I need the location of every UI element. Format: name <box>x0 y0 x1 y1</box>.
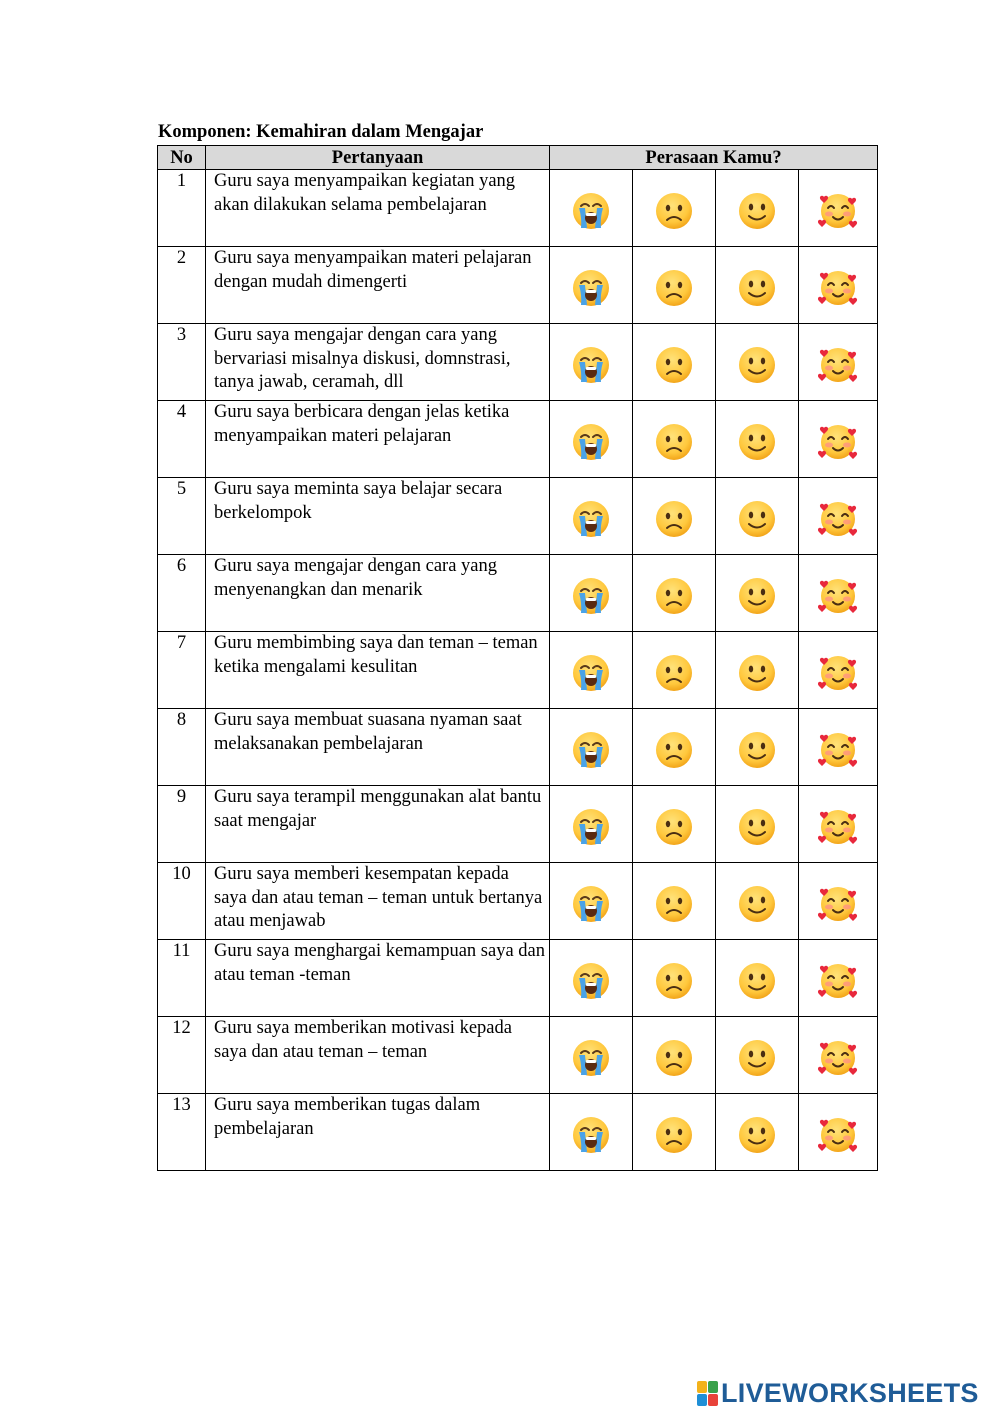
feeling-option-smiling-face-with-hearts[interactable] <box>799 324 878 401</box>
row-question: Guru saya memberikan tugas dalam pembelajaran <box>206 1094 550 1171</box>
feeling-option-smiling-face-with-hearts[interactable] <box>799 632 878 709</box>
feeling-option-loudly-crying-face[interactable] <box>550 786 633 863</box>
feeling-option-loudly-crying-face[interactable] <box>550 555 633 632</box>
feeling-option-smiling-face-with-hearts[interactable] <box>799 1017 878 1094</box>
feeling-option-slightly-smiling-face[interactable] <box>716 170 799 247</box>
smiling-face-with-hearts-icon <box>818 884 858 924</box>
loudly-crying-face-icon <box>571 345 611 385</box>
frowning-face-icon <box>654 499 694 539</box>
row-question: Guru membimbing saya dan teman – teman ketika mengalami kesulitan <box>206 632 550 709</box>
feeling-option-slightly-smiling-face[interactable] <box>716 555 799 632</box>
smiling-face-with-hearts-icon <box>818 1038 858 1078</box>
table-row <box>158 555 878 632</box>
feeling-option-smiling-face-with-hearts[interactable] <box>799 1094 878 1171</box>
frowning-face-icon <box>654 807 694 847</box>
feeling-option-frowning-face[interactable] <box>633 555 716 632</box>
frowning-face-icon <box>654 191 694 231</box>
row-number: 13 <box>158 1094 206 1171</box>
smiling-face-with-hearts-icon <box>818 653 858 693</box>
liveworksheets-logo <box>697 1378 979 1409</box>
header-feeling: Perasaan Kamu? <box>550 146 878 170</box>
row-question: Guru saya terampil menggunakan alat bantu saat mengajar <box>206 786 550 863</box>
smiling-face-with-hearts-icon <box>818 576 858 616</box>
slightly-smiling-face-icon <box>737 191 777 231</box>
feeling-option-slightly-smiling-face[interactable] <box>716 863 799 940</box>
page-title: Komponen: Kemahiran dalam Mengajar <box>158 122 484 142</box>
feeling-option-frowning-face[interactable] <box>633 786 716 863</box>
frowning-face-icon <box>654 1038 694 1078</box>
table-row <box>158 324 878 401</box>
feeling-option-loudly-crying-face[interactable] <box>550 1017 633 1094</box>
slightly-smiling-face-icon <box>737 1115 777 1155</box>
feeling-option-slightly-smiling-face[interactable] <box>716 786 799 863</box>
table-row <box>158 401 878 478</box>
feeling-option-smiling-face-with-hearts[interactable] <box>799 786 878 863</box>
row-question: Guru saya membuat suasana nyaman saat melaksanakan pembelajaran <box>206 709 550 786</box>
feeling-option-slightly-smiling-face[interactable] <box>716 478 799 555</box>
table-row <box>158 940 878 1017</box>
smiling-face-with-hearts-icon <box>818 961 858 1001</box>
table-row <box>158 478 878 555</box>
feeling-option-smiling-face-with-hearts[interactable] <box>799 940 878 1017</box>
feeling-option-smiling-face-with-hearts[interactable] <box>799 863 878 940</box>
slightly-smiling-face-icon <box>737 576 777 616</box>
frowning-face-icon <box>654 884 694 924</box>
feeling-option-loudly-crying-face[interactable] <box>550 324 633 401</box>
smiling-face-with-hearts-icon <box>818 1115 858 1155</box>
feeling-option-loudly-crying-face[interactable] <box>550 170 633 247</box>
loudly-crying-face-icon <box>571 268 611 308</box>
frowning-face-icon <box>654 653 694 693</box>
smiling-face-with-hearts-icon <box>818 499 858 539</box>
feeling-option-frowning-face[interactable] <box>633 632 716 709</box>
smiling-face-with-hearts-icon <box>818 807 858 847</box>
loudly-crying-face-icon <box>571 1038 611 1078</box>
feeling-option-slightly-smiling-face[interactable] <box>716 1017 799 1094</box>
feeling-option-smiling-face-with-hearts[interactable] <box>799 401 878 478</box>
feeling-option-frowning-face[interactable] <box>633 478 716 555</box>
slightly-smiling-face-icon <box>737 884 777 924</box>
table-row <box>158 786 878 863</box>
loudly-crying-face-icon <box>571 730 611 770</box>
loudly-crying-face-icon <box>571 499 611 539</box>
feeling-option-loudly-crying-face[interactable] <box>550 401 633 478</box>
row-number: 2 <box>158 247 206 324</box>
feeling-option-slightly-smiling-face[interactable] <box>716 401 799 478</box>
smiling-face-with-hearts-icon <box>818 191 858 231</box>
feeling-option-frowning-face[interactable] <box>633 324 716 401</box>
row-question: Guru saya memberi kesempatan kepada saya dan atau teman – teman untuk bertanya atau menjawab <box>206 863 550 940</box>
loudly-crying-face-icon <box>571 191 611 231</box>
feeling-option-smiling-face-with-hearts[interactable] <box>799 478 878 555</box>
survey-table <box>157 145 878 1171</box>
loudly-crying-face-icon <box>571 1115 611 1155</box>
smiling-face-with-hearts-icon <box>818 268 858 308</box>
feeling-option-slightly-smiling-face[interactable] <box>716 1094 799 1171</box>
slightly-smiling-face-icon <box>737 268 777 308</box>
header-question: Pertanyaan <box>206 146 550 170</box>
table-row <box>158 1094 878 1171</box>
row-number: 6 <box>158 555 206 632</box>
frowning-face-icon <box>654 961 694 1001</box>
feeling-option-frowning-face[interactable] <box>633 863 716 940</box>
smiling-face-with-hearts-icon <box>818 422 858 462</box>
row-question: Guru saya menyampaikan materi pelajaran dengan mudah dimengerti <box>206 247 550 324</box>
row-number: 7 <box>158 632 206 709</box>
loudly-crying-face-icon <box>571 422 611 462</box>
slightly-smiling-face-icon <box>737 730 777 770</box>
row-number: 4 <box>158 401 206 478</box>
frowning-face-icon <box>654 1115 694 1155</box>
slightly-smiling-face-icon <box>737 1038 777 1078</box>
feeling-option-smiling-face-with-hearts[interactable] <box>799 555 878 632</box>
feeling-option-slightly-smiling-face[interactable] <box>716 324 799 401</box>
row-question: Guru saya meminta saya belajar secara berkelompok <box>206 478 550 555</box>
feeling-option-loudly-crying-face[interactable] <box>550 709 633 786</box>
row-question: Guru saya menghargai kemampuan saya dan atau teman -teman <box>206 940 550 1017</box>
row-number: 5 <box>158 478 206 555</box>
row-question: Guru saya menyampaikan kegiatan yang akan dilakukan selama pembelajaran <box>206 170 550 247</box>
row-number: 10 <box>158 863 206 940</box>
feeling-option-slightly-smiling-face[interactable] <box>716 247 799 324</box>
liveworksheets-logo-icon <box>697 1381 719 1407</box>
loudly-crying-face-icon <box>571 884 611 924</box>
feeling-option-smiling-face-with-hearts[interactable] <box>799 709 878 786</box>
frowning-face-icon <box>654 345 694 385</box>
slightly-smiling-face-icon <box>737 653 777 693</box>
table-header-row <box>158 146 878 170</box>
feeling-option-loudly-crying-face[interactable] <box>550 1094 633 1171</box>
feeling-option-slightly-smiling-face[interactable] <box>716 940 799 1017</box>
feeling-option-loudly-crying-face[interactable] <box>550 940 633 1017</box>
feeling-option-frowning-face[interactable] <box>633 940 716 1017</box>
row-number: 1 <box>158 170 206 247</box>
feeling-option-loudly-crying-face[interactable] <box>550 247 633 324</box>
row-number: 8 <box>158 709 206 786</box>
row-question: Guru saya mengajar dengan cara yang bervariasi misalnya diskusi, domnstrasi, tanya jawab, ceramah, dll <box>206 324 550 401</box>
table-row <box>158 632 878 709</box>
loudly-crying-face-icon <box>571 653 611 693</box>
frowning-face-icon <box>654 730 694 770</box>
frowning-face-icon <box>654 422 694 462</box>
feeling-option-slightly-smiling-face[interactable] <box>716 709 799 786</box>
table-row <box>158 709 878 786</box>
row-question: Guru saya berbicara dengan jelas ketika menyampaikan materi pelajaran <box>206 401 550 478</box>
feeling-option-frowning-face[interactable] <box>633 247 716 324</box>
feeling-option-smiling-face-with-hearts[interactable] <box>799 247 878 324</box>
loudly-crying-face-icon <box>571 961 611 1001</box>
feeling-option-loudly-crying-face[interactable] <box>550 478 633 555</box>
header-no: No <box>158 146 206 170</box>
table-row <box>158 247 878 324</box>
slightly-smiling-face-icon <box>737 345 777 385</box>
feeling-option-loudly-crying-face[interactable] <box>550 632 633 709</box>
slightly-smiling-face-icon <box>737 499 777 539</box>
slightly-smiling-face-icon <box>737 807 777 847</box>
liveworksheets-logo-text: LIVEWORKSHEETS <box>721 1378 979 1408</box>
frowning-face-icon <box>654 268 694 308</box>
row-number: 9 <box>158 786 206 863</box>
row-question: Guru saya mengajar dengan cara yang menyenangkan dan menarik <box>206 555 550 632</box>
survey-rows <box>158 170 878 1171</box>
frowning-face-icon <box>654 576 694 616</box>
slightly-smiling-face-icon <box>737 422 777 462</box>
feeling-option-frowning-face[interactable] <box>633 170 716 247</box>
table-row <box>158 863 878 940</box>
feeling-option-frowning-face[interactable] <box>633 709 716 786</box>
row-number: 11 <box>158 940 206 1017</box>
table-row <box>158 170 878 247</box>
row-question: Guru saya memberikan motivasi kepada saya dan atau teman – teman <box>206 1017 550 1094</box>
slightly-smiling-face-icon <box>737 961 777 1001</box>
row-number: 12 <box>158 1017 206 1094</box>
feeling-option-frowning-face[interactable] <box>633 401 716 478</box>
feeling-option-frowning-face[interactable] <box>633 1094 716 1171</box>
smiling-face-with-hearts-icon <box>818 730 858 770</box>
feeling-option-loudly-crying-face[interactable] <box>550 863 633 940</box>
smiling-face-with-hearts-icon <box>818 345 858 385</box>
loudly-crying-face-icon <box>571 807 611 847</box>
feeling-option-smiling-face-with-hearts[interactable] <box>799 170 878 247</box>
row-number: 3 <box>158 324 206 401</box>
loudly-crying-face-icon <box>571 576 611 616</box>
feeling-option-frowning-face[interactable] <box>633 1017 716 1094</box>
table-row <box>158 1017 878 1094</box>
feeling-option-slightly-smiling-face[interactable] <box>716 632 799 709</box>
